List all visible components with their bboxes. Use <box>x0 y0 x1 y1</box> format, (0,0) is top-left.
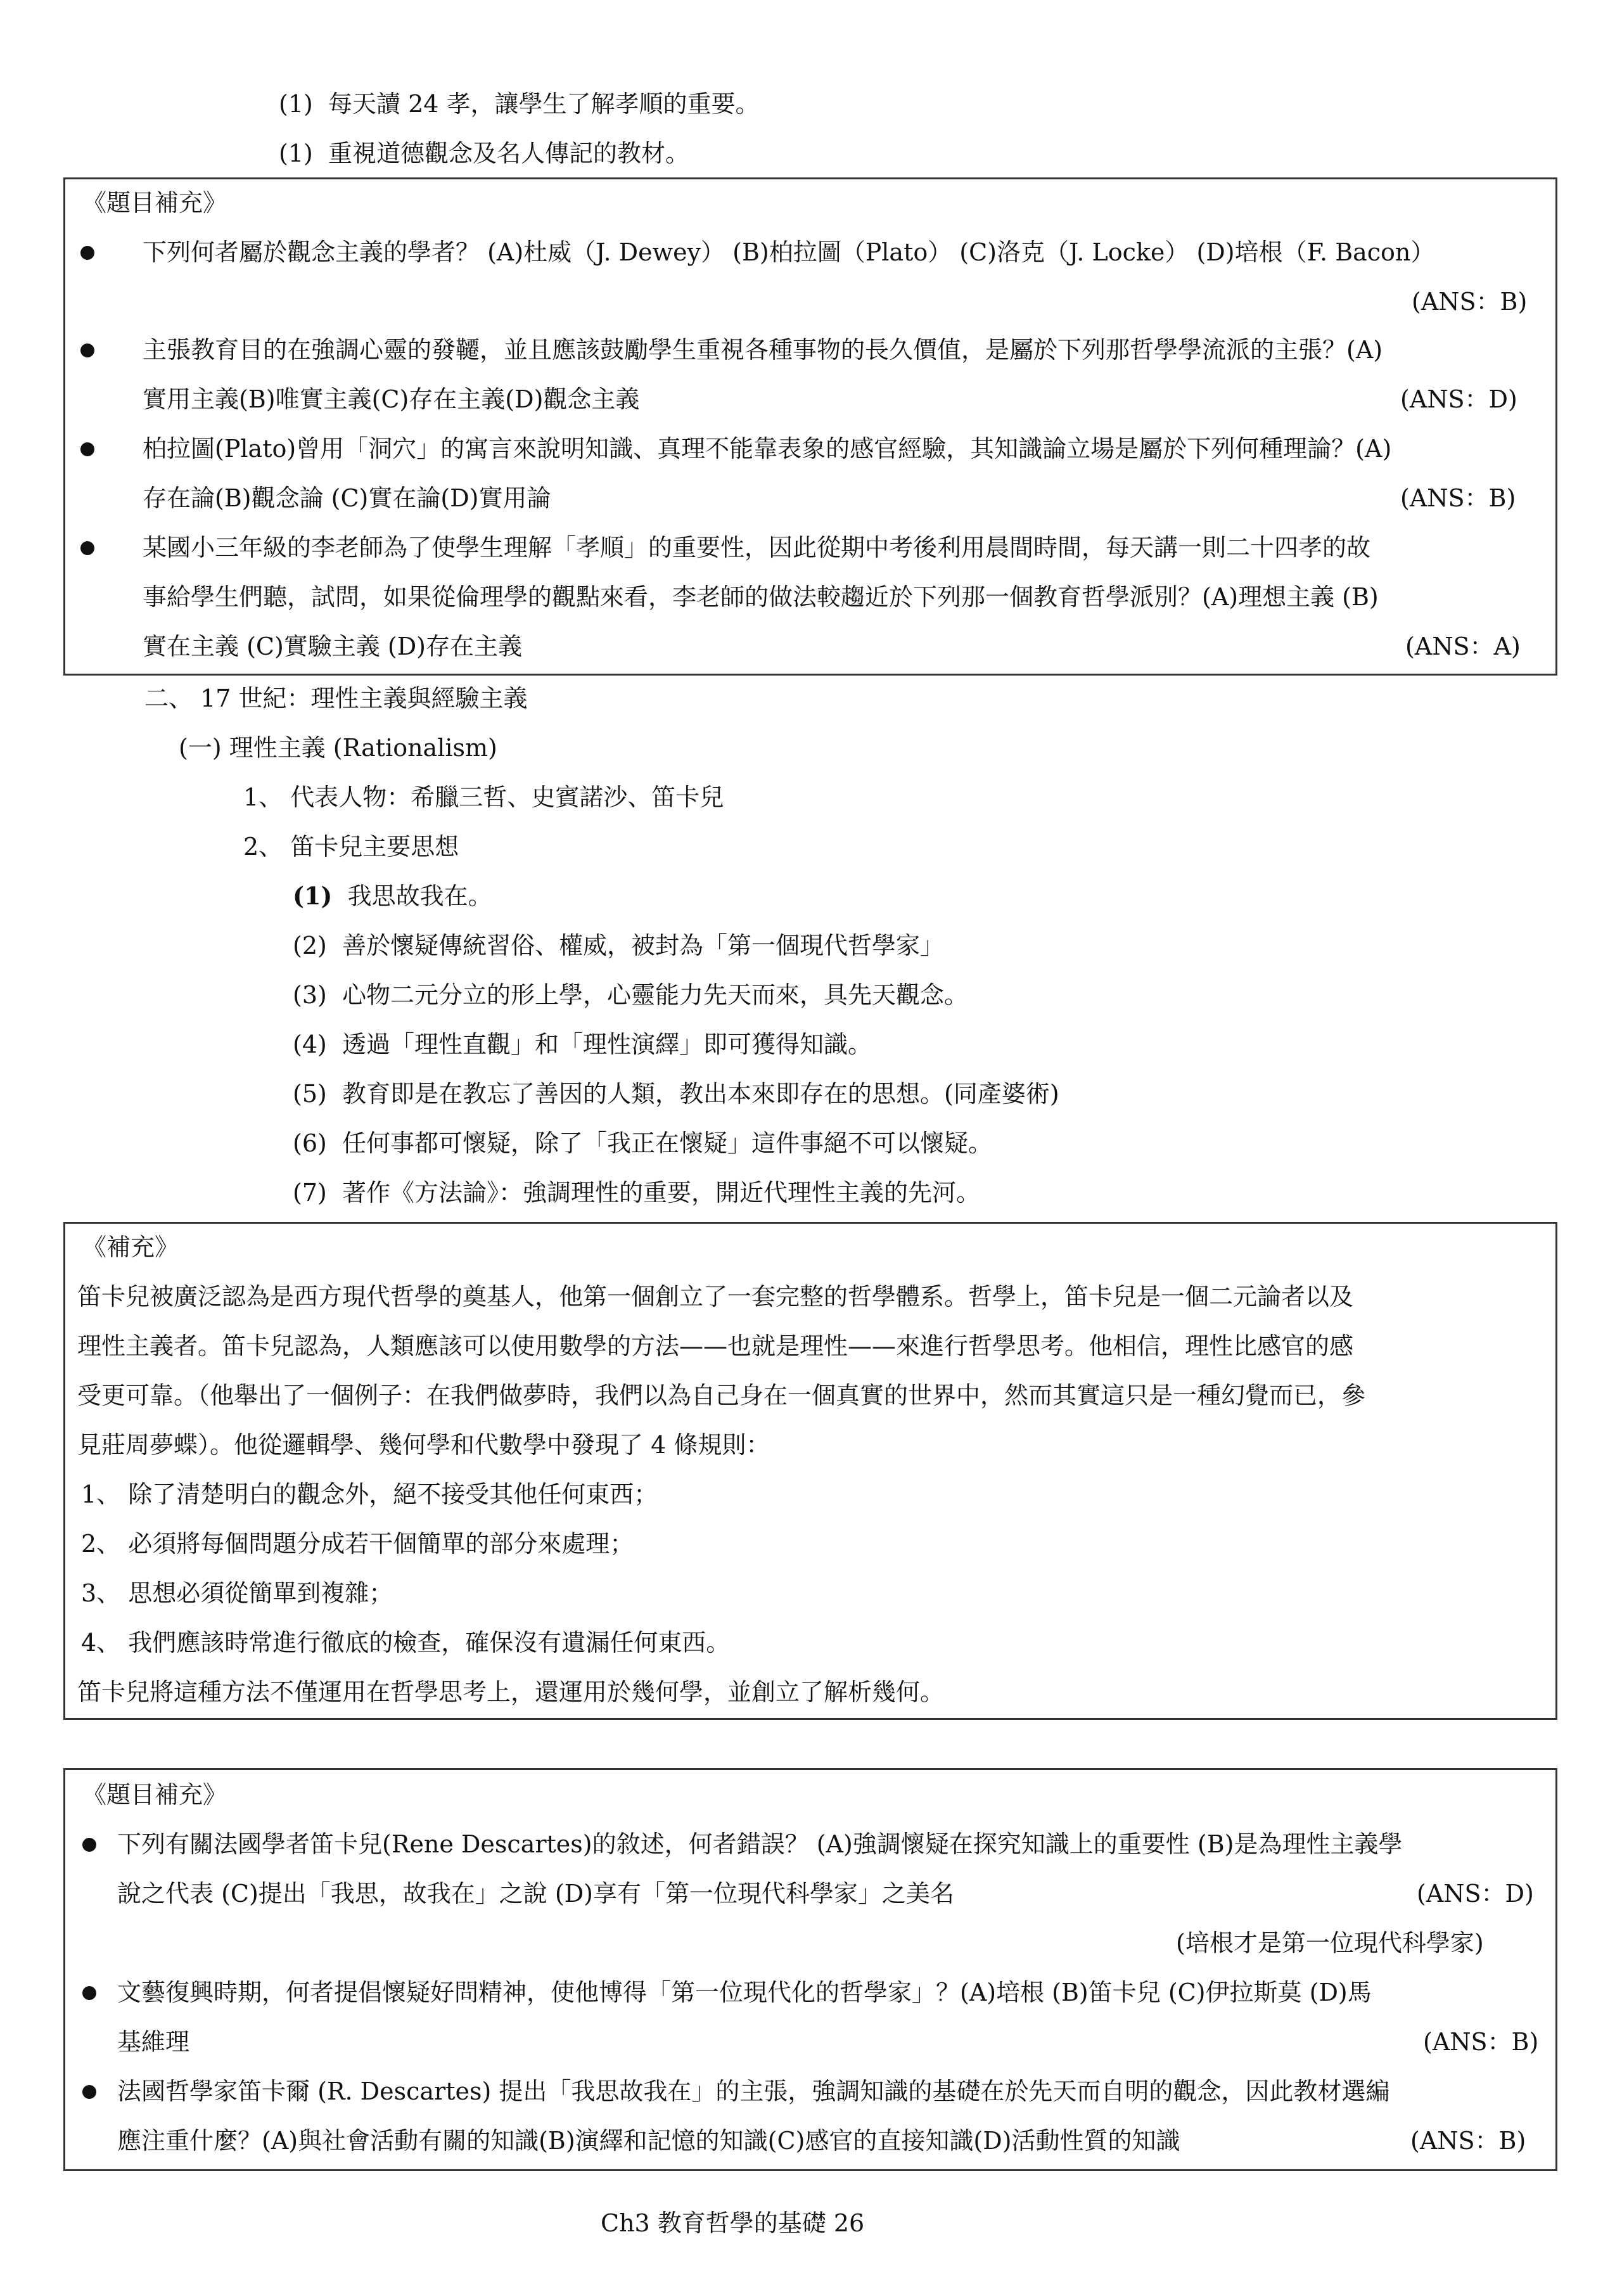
item-text: 善於懷疑傳統習俗、權威，被封為「第一個現代哲學家」 <box>342 932 945 959</box>
paragraph-line: 見莊周夢蝶）。他從邏輯學、幾何學和代數學中發現了 4 條規則： <box>77 1431 770 1459</box>
item-text: 重視道德觀念及名人傳記的教材。 <box>328 139 690 167</box>
question-line: 基維理 <box>117 2028 190 2056</box>
item-number: (4) <box>293 1030 327 1058</box>
bullet-icon <box>80 442 94 456</box>
rule-item: 2、 必須將每個問題分成若干個簡單的部分來處理； <box>81 1530 634 1558</box>
question-line: 實在主義 (C)實驗主義 (D)存在主義 <box>143 632 523 660</box>
item-text: 著作《方法論》：強調理性的重要，開近代理性主義的先河。 <box>342 1179 981 1207</box>
item-text: 任何事都可懷疑，除了「我正在懷疑」這件事絕不可以懷疑。 <box>342 1129 993 1157</box>
point-representatives: 1、 代表人物：希臘三哲、史賓諾沙、笛卡兒 <box>243 783 724 811</box>
answer-label: (ANS：B) <box>1412 288 1528 316</box>
answer-label: (ANS：D) <box>1417 1880 1534 1908</box>
answer-label: (ANS：B) <box>1423 2028 1539 2056</box>
idea-item <box>293 978 968 1011</box>
question-line: 下列何者屬於觀念主義的學者？ (A)杜威（J. Dewey） (B)柏拉圖（Plato） (C)洛克（J. Locke） (D)培根（F. Bacon） <box>143 238 1435 266</box>
paragraph-line: 理性主義者。笛卡兒認為，人類應該可以使用數學的方法——也就是理性——來進行哲學思考。他相信，理性比感官的感 <box>77 1332 1354 1360</box>
idea-item <box>293 929 944 962</box>
item-text: 每天讀 24 孝，讓學生了解孝順的重要。 <box>328 90 760 118</box>
item-number: (1) <box>293 882 333 910</box>
point-main-ideas: 2、 笛卡兒主要思想 <box>243 833 459 861</box>
item-text: 教育即是在教忘了善因的人類，教出本來即存在的思想。(同產婆術) <box>342 1080 1059 1108</box>
top-item-2 <box>279 137 689 170</box>
bullet-icon <box>82 2085 96 2099</box>
answer-label: (ANS：A) <box>1405 632 1521 660</box>
paragraph-line: 笛卡兒將這種方法不僅運用在哲學思考上，還運用於幾何學，並創立了解析幾何。 <box>77 1678 945 1706</box>
item-text: 我思故我在。 <box>347 882 492 910</box>
question-line: 事給學生們聽，試問，如果從倫理學的觀點來看，李老師的做法較趨近於下列那一個教育哲學派別？(A)理想主義 (B) <box>143 583 1379 611</box>
rule-item: 1、 除了清楚明白的觀念外，絕不接受其他任何東西； <box>81 1480 658 1508</box>
idea-item <box>293 1077 1059 1110</box>
box-heading: 《題目補充》 <box>82 1781 227 1809</box>
section-heading: 二、 17 世紀：理性主義與經驗主義 <box>144 684 528 712</box>
item-number: (1) <box>279 90 313 118</box>
item-text: 透過「理性直觀」和「理性演繹」即可獲得知識。 <box>342 1030 872 1058</box>
idea-item <box>293 880 492 913</box>
idea-item <box>293 1028 872 1061</box>
top-item-1 <box>279 87 760 120</box>
item-number: (5) <box>293 1080 327 1108</box>
rule-item: 4、 我們應該時常進行徹底的檢查，確保沒有遺漏任何東西。 <box>81 1629 731 1657</box>
page-footer: Ch3 教育哲學的基礎 26 <box>601 2209 865 2237</box>
subsection-heading: (一) 理性主義 (Rationalism) <box>179 734 497 762</box>
item-number: (6) <box>293 1129 327 1157</box>
question-line: 下列有關法國學者笛卡兒(Rene Descartes)的敘述，何者錯誤？ (A)強調懷疑在探究知識上的重要性 (B)是為理性主義學 <box>117 1830 1403 1858</box>
item-number: (3) <box>293 981 327 1009</box>
question-line: 應注重什麼？(A)與社會活動有關的知識(B)演繹和記憶的知識(C)感官的直接知識(D)活動性質的知識 <box>117 2127 1180 2155</box>
item-number: (1) <box>279 139 313 167</box>
box-heading: 《補充》 <box>82 1233 179 1261</box>
question-line: 實用主義(B)唯實主義(C)存在主義(D)觀念主義 <box>143 385 640 413</box>
question-line: 某國小三年級的李老師為了使學生理解「孝順」的重要性，因此從期中考後利用晨間時間，每天講一則二十四孝的故 <box>143 534 1371 561</box>
idea-item <box>293 1176 980 1209</box>
answer-label: (ANS：B) <box>1410 2127 1526 2155</box>
question-line: 文藝復興時期，何者提倡懷疑好問精神，使他博得「第一位現代化的哲學家」？(A)培根 (B)笛卡兒 (C)伊拉斯莫 (D)馬 <box>117 1979 1372 2006</box>
idea-item <box>293 1127 992 1160</box>
question-line: 存在論(B)觀念論 (C)實在論(D)實用論 <box>143 484 551 512</box>
item-number: (7) <box>293 1179 327 1207</box>
answer-note: (培根才是第一位現代科學家) <box>1176 1929 1484 1957</box>
question-line: 說之代表 (C)提出「我思，故我在」之說 (D)享有「第一位現代科學家」之美名 <box>117 1880 955 1908</box>
bullet-icon <box>80 246 94 260</box>
paragraph-line: 受更可靠。（他舉出了一個例子：在我們做夢時，我們以為自己身在一個真實的世界中，然而其實這只是一種幻覺而已，參 <box>77 1382 1366 1409</box>
answer-label: (ANS：B) <box>1400 484 1516 512</box>
bullet-icon <box>80 541 94 555</box>
item-number: (2) <box>293 932 327 959</box>
rule-item: 3、 思想必須從簡單到複雜； <box>81 1579 393 1607</box>
bullet-icon <box>80 343 94 357</box>
item-text: 心物二元分立的形上學，心靈能力先天而來，具先天觀念。 <box>342 981 969 1009</box>
box-heading: 《題目補充》 <box>82 189 227 217</box>
paragraph-line: 笛卡兒被廣泛認為是西方現代哲學的奠基人，他第一個創立了一套完整的哲學體系。哲學上，笛卡兒是一個二元論者以及 <box>77 1283 1354 1311</box>
question-line: 主張教育目的在強調心靈的發韆，並且應該鼓勵學生重視各種事物的長久價值，是屬於下列那哲學學流派的主張？(A) <box>143 336 1383 364</box>
bullet-icon <box>82 1986 96 2000</box>
answer-label: (ANS：D) <box>1400 385 1517 413</box>
question-line: 柏拉圖(Plato)曾用「洞穴」的寓言來說明知識、真理不能靠表象的感官經驗，其知識論立場是屬於下列何種理論？(A) <box>143 435 1392 463</box>
question-line: 法國哲學家笛卡爾 (R. Descartes) 提出「我思故我在」的主張，強調知識的基礎在於先天而自明的觀念，因此教材選編 <box>117 2077 1390 2105</box>
bullet-icon <box>82 1838 96 1852</box>
